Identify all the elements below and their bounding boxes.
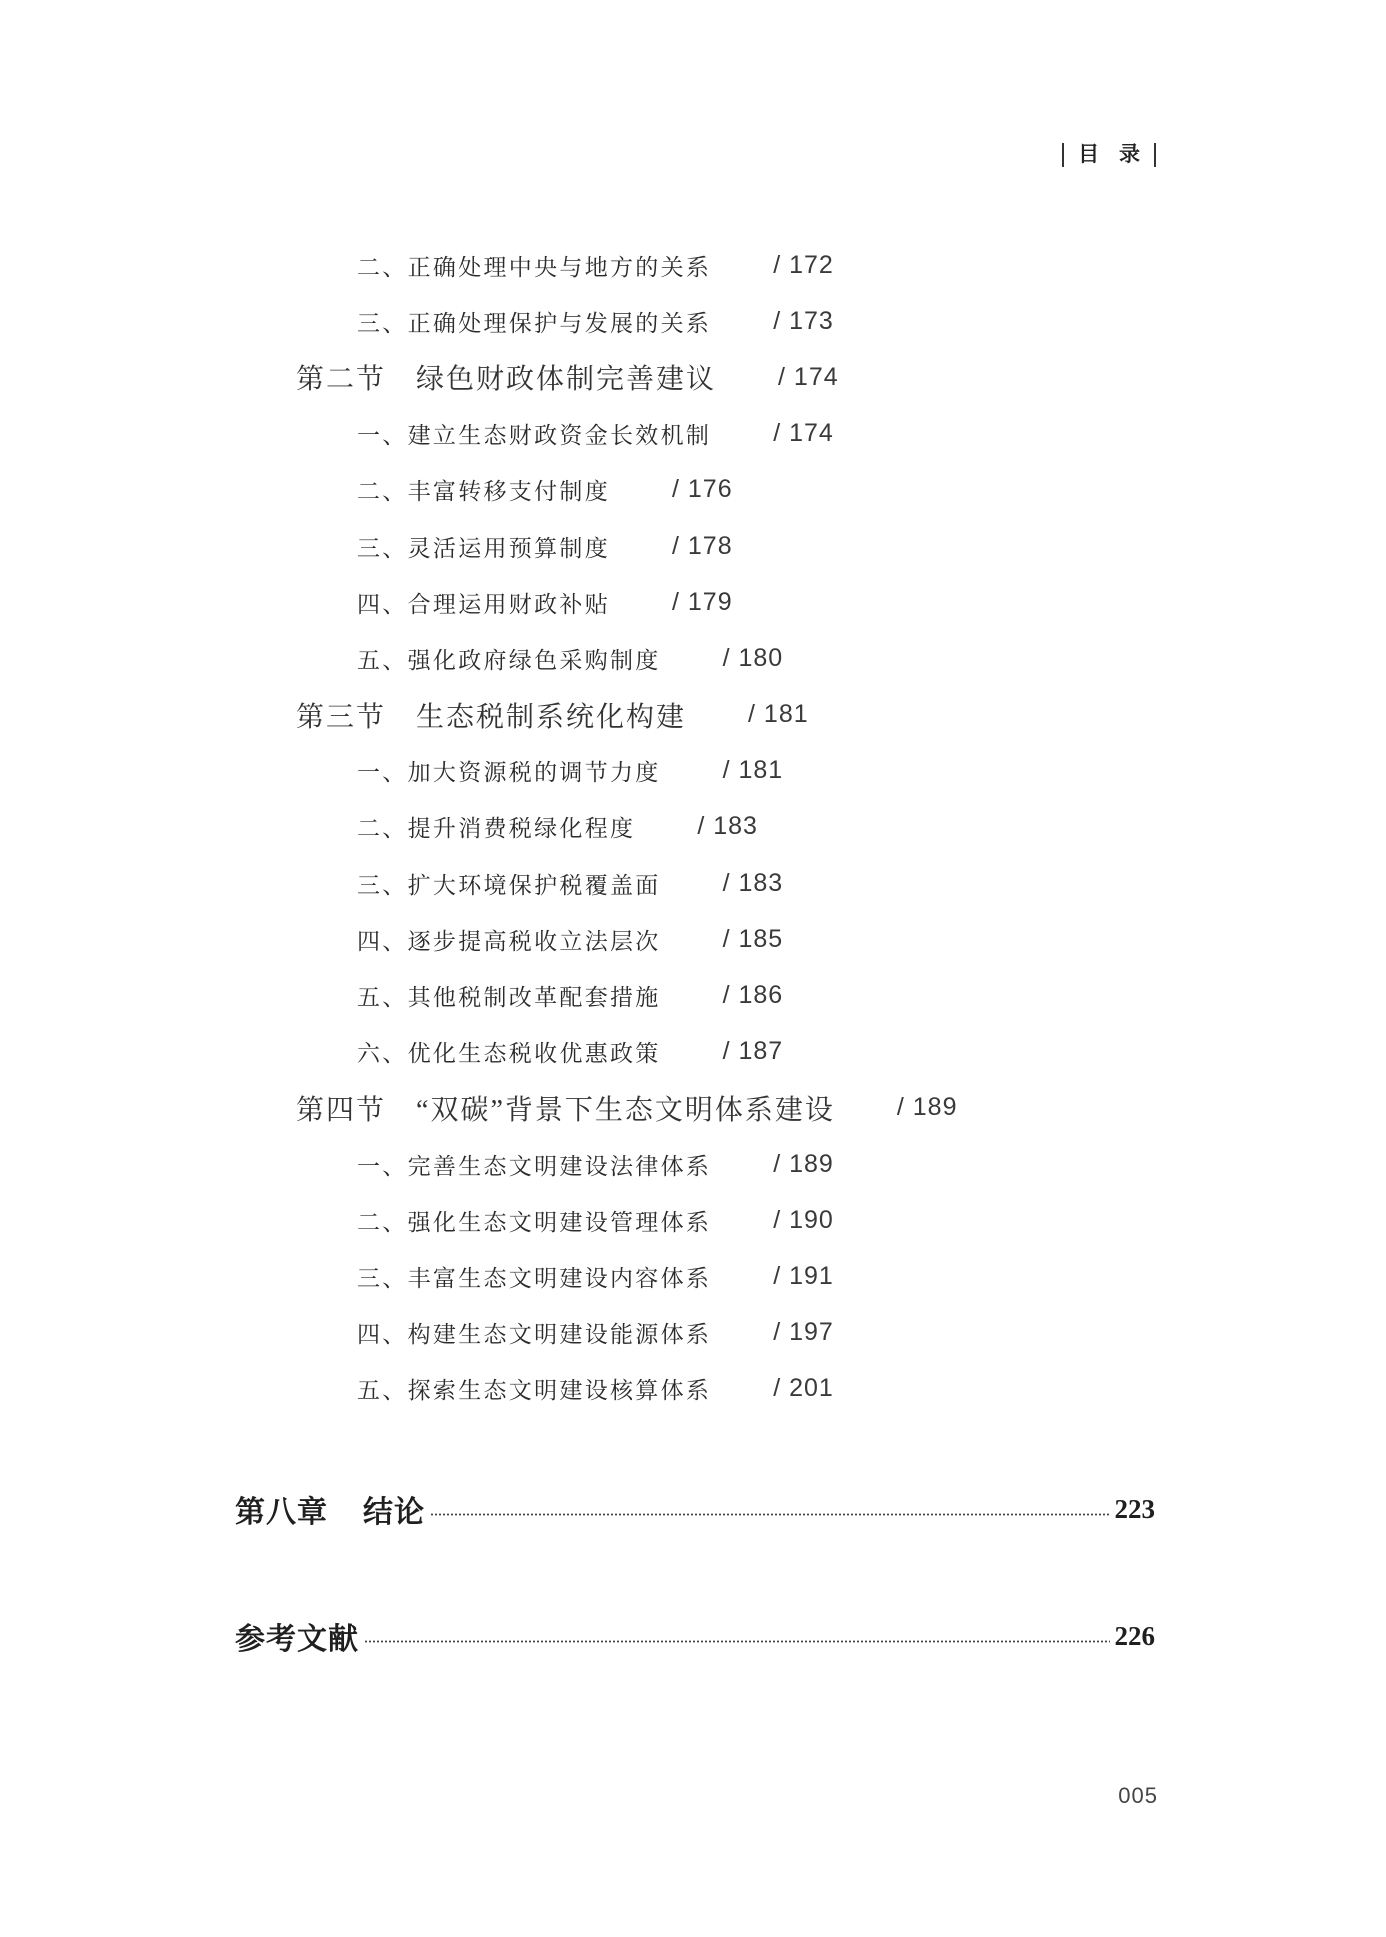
toc-page-ref: / 189 xyxy=(773,1149,834,1178)
toc-subsection-entry xyxy=(0,799,1386,855)
toc-entry-title: 四、合理运用财政补贴 xyxy=(357,591,610,617)
toc-chapter-number: 第八章 xyxy=(235,1496,328,1529)
toc-subsection-entry xyxy=(0,293,1386,349)
toc-section-number: 第四节 xyxy=(296,1094,387,1126)
toc-entry-title: 二、丰富转移支付制度 xyxy=(357,479,610,505)
toc-subsection-entry xyxy=(0,1248,1386,1304)
toc-subsection-entry xyxy=(0,406,1386,462)
toc-entry-title: 一、加大资源税的调节力度 xyxy=(357,760,661,786)
toc-page-ref: / 189 xyxy=(896,1093,958,1122)
toc-page-ref: / 183 xyxy=(697,812,758,841)
toc-section xyxy=(0,1080,1386,1417)
toc-chapter-entry xyxy=(235,1489,1155,1529)
toc-page-ref: / 178 xyxy=(672,531,733,560)
toc-entry-title: 二、正确处理中央与地方的关系 xyxy=(357,254,712,280)
toc-chapter-page: 223 xyxy=(1114,1493,1155,1524)
toc-subsection-entry xyxy=(0,237,1386,293)
toc-entry-title: 三、丰富生态文明建设内容体系 xyxy=(357,1265,712,1291)
toc-subsection-entry xyxy=(0,1024,1386,1080)
toc-section-title: 绿色财政体制完善建议 xyxy=(416,364,717,396)
toc-subsection-entry xyxy=(0,855,1386,911)
toc-subsection-entry xyxy=(0,1192,1386,1248)
toc-section xyxy=(0,687,1386,1080)
table-of-contents xyxy=(0,237,1386,1417)
toc-chapter-title: 参考文献 xyxy=(235,1623,359,1656)
toc-entry-title: 三、扩大环境保护税覆盖面 xyxy=(357,872,661,898)
toc-page-ref: / 174 xyxy=(773,419,834,448)
toc-page-ref: / 172 xyxy=(773,250,834,279)
toc-page-ref: / 183 xyxy=(722,868,784,897)
toc-page-ref: / 185 xyxy=(722,924,784,953)
toc-subsection-entry xyxy=(0,911,1386,967)
toc-page-ref: / 191 xyxy=(773,1261,834,1290)
toc-page-ref: / 181 xyxy=(748,700,809,729)
toc-chapter-page: 226 xyxy=(1114,1620,1155,1651)
toc-page-ref: / 181 xyxy=(722,756,784,785)
toc-subsection-entry xyxy=(0,574,1386,630)
toc-subsection-entry xyxy=(0,1361,1386,1417)
toc-page-ref: / 201 xyxy=(773,1374,834,1403)
toc-subsection-entry xyxy=(0,1136,1386,1192)
toc-page-ref: / 197 xyxy=(773,1318,834,1347)
toc-page-ref: / 186 xyxy=(722,981,784,1010)
toc-entry-title: 五、探索生态文明建设核算体系 xyxy=(357,1378,712,1404)
toc-page-ref: / 190 xyxy=(773,1205,834,1234)
toc-chapter-title: 结论 xyxy=(363,1496,425,1529)
toc-section-entry xyxy=(0,1080,1386,1136)
toc-entry-title: 五、其他税制改革配套措施 xyxy=(357,985,661,1011)
toc-section-entry xyxy=(0,349,1386,405)
toc-page-ref: / 179 xyxy=(672,587,733,616)
toc-page-ref: / 174 xyxy=(778,362,839,391)
toc-page-ref: / 173 xyxy=(773,306,834,335)
toc-subsection-entry xyxy=(0,1305,1386,1361)
toc-subsection-entry xyxy=(0,462,1386,518)
toc-entry-title: 三、正确处理保护与发展的关系 xyxy=(357,310,712,336)
toc-chapter-entry xyxy=(235,1616,1155,1656)
toc-section-number: 第三节 xyxy=(296,701,387,733)
toc-page-ref: / 187 xyxy=(722,1037,784,1066)
toc-entry-title: 二、提升消费税绿化程度 xyxy=(357,816,636,842)
toc-subsection-entry xyxy=(0,743,1386,799)
toc-section xyxy=(0,349,1386,686)
toc-entry-title: 三、灵活运用预算制度 xyxy=(357,535,610,561)
toc-entry-title: 五、强化政府绿色采购制度 xyxy=(357,647,661,673)
toc-section-title: 生态税制系统化构建 xyxy=(416,701,687,733)
toc-entry-title: 四、逐步提高税收立法层次 xyxy=(357,928,661,954)
header-right-rule xyxy=(1154,143,1156,167)
page-number: 005 xyxy=(1118,1783,1158,1808)
running-header xyxy=(1062,141,1156,169)
dot-leader xyxy=(430,1513,1110,1516)
toc-subsection-entry xyxy=(0,518,1386,574)
toc-section-entry xyxy=(0,687,1386,743)
toc-section-number: 第二节 xyxy=(296,364,387,396)
toc-subsection-entry xyxy=(0,967,1386,1023)
toc-subsection-entry xyxy=(0,630,1386,686)
toc-entry-title: 四、构建生态文明建设能源体系 xyxy=(357,1322,712,1348)
toc-entry-title: 二、强化生态文明建设管理体系 xyxy=(357,1209,712,1235)
toc-entry-title: 一、完善生态文明建设法律体系 xyxy=(357,1153,712,1179)
header-title: 目 录 xyxy=(1078,143,1140,166)
toc-page-ref: / 176 xyxy=(672,475,733,504)
dot-leader xyxy=(364,1640,1110,1643)
toc-section-title: “双碳”背景下生态文明体系建设 xyxy=(416,1094,835,1126)
toc-entry-title: 一、建立生态财政资金长效机制 xyxy=(357,423,712,449)
toc-page-ref: / 180 xyxy=(722,643,784,672)
toc-entry-title: 六、优化生态税收优惠政策 xyxy=(357,1041,661,1067)
